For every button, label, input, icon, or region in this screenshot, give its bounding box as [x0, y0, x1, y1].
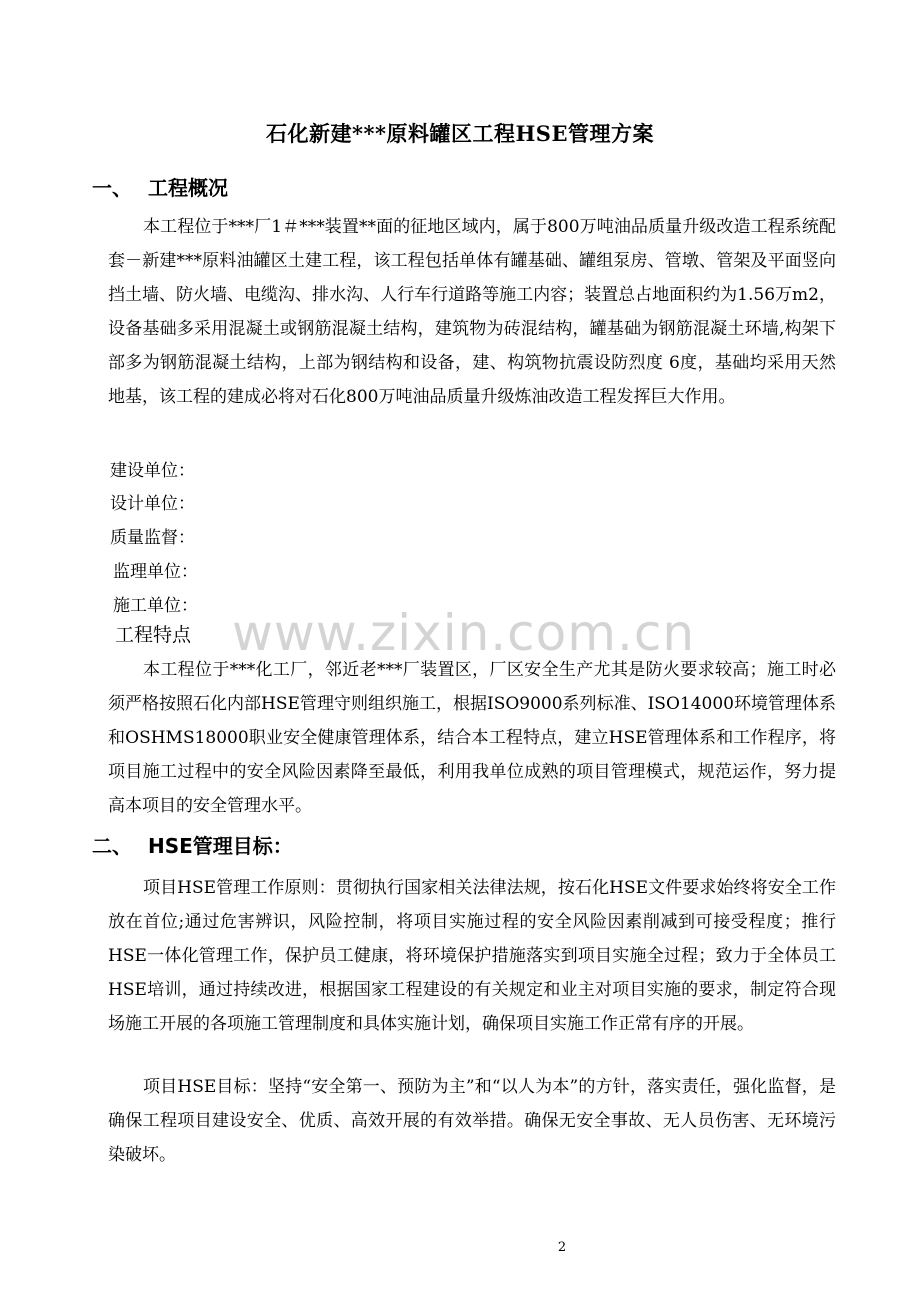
field-construction-unit: 建设单位：: [110, 461, 195, 481]
section-1-heading: [92, 172, 228, 201]
field-quality-supervision: 质量监督：: [110, 528, 195, 548]
field-supervision-unit: 监理单位：: [113, 562, 198, 582]
features-heading: 工程特点: [115, 624, 192, 646]
section-2-title: HSE管理目标：: [148, 834, 293, 858]
section-2-number: 二、: [92, 834, 132, 858]
document-title: 石化新建***原料罐区工程HSE管理方案: [266, 121, 654, 146]
field-design-unit: 设计单位：: [110, 494, 195, 514]
section-1-number: 一、: [92, 176, 132, 200]
section-2-paragraph-2: 项目HSE目标：坚持“安全第一、预防为主”和“以人为本”的方针，落实责任，强化监督，是确保工程项目建设安全、优质、高效开展的有效举措。确保无安全事故、无人员伤害、无环境污染破坏。: [108, 1077, 836, 1165]
section-2-heading: [92, 830, 293, 859]
field-builder-unit: 施工单位：: [113, 596, 198, 616]
page-number: 2: [557, 1240, 567, 1255]
features-paragraph: 本工程位于***化工厂，邻近老***厂装置区，厂区安全生产尤其是防火要求较高；施工时必须严格按照石化内部HSE管理守则组织施工，根据ISO9000系列标准、ISO14000环境管理体系和OSHMS18000职业安全健康管理体系，结合本工程特点，建立HSE管理体系和工作程序，将项目施工过程中的安全风险因素降至最低，利用我单位成熟的项目管理模式，规范运作，努力提高本项目的安全管理水平。: [108, 660, 836, 816]
section-1-paragraph: 本工程位于***厂1＃***装置**面的征地区域内，属于800万吨油品质量升级改造工程系统配套－新建***原料油罐区土建工程，该工程包括单体有罐基础、罐组泵房、管墩、管架及平面竖向挡土墙、防火墙、电缆沟、排水沟、人行车行道路等施工内容；装置总占地面积约为1.56万m2，设备基础多采用混凝土或钢筋混凝土结构，建筑物为砖混结构，罐基础为钢筋混凝土环墙,构架下部多为钢筋混凝土结构，上部为钢结构和设备，建、构筑物抗震设防烈度 6度，基础均采用天然地基，该工程的建成必将对石化800万吨油品质量升级炼油改造工程发挥巨大作用。: [108, 217, 836, 407]
section-1-title: 工程概况: [148, 176, 228, 200]
section-2-paragraph-1: 项目HSE管理工作原则：贯彻执行国家相关法律法规，按石化HSE文件要求始终将安全工作放在首位;通过危害辨识，风险控制，将项目实施过程的安全风险因素削减到可接受程度；推行HSE一体化管理工作，保护员工健康，将环境保护措施落实到项目实施全过程；致力于全体员工HSE培训，通过持续改进，根据国家工程建设的有关规定和业主对项目实施的要求，制定符合现场施工开展的各项施工管理制度和具体实施计划，确保项目实施工作正常有序的开展。: [108, 878, 836, 1034]
watermark: www.zixin.com.cn: [232, 604, 696, 662]
